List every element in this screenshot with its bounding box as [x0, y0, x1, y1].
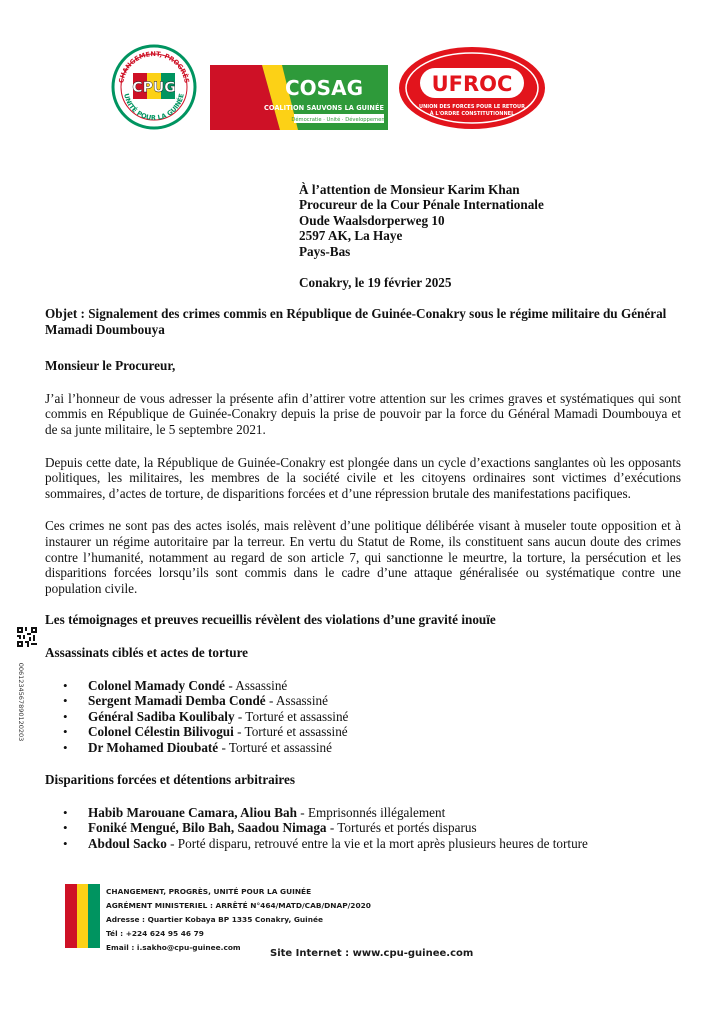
- svg-text:CPUG: CPUG: [132, 80, 176, 96]
- victim-name: Général Sadiba Koulibaly: [88, 708, 235, 724]
- victim-name: Abdoul Sacko: [88, 835, 167, 851]
- recipient-line: À l’attention de Monsieur Karim Khan: [299, 182, 520, 197]
- victim-name: Habib Marouane Camara, Aliou Bah: [88, 804, 297, 820]
- cpug-logo: [111, 44, 197, 130]
- victims-list: [45, 805, 681, 852]
- victim-detail: - Torturé et assassiné: [218, 739, 332, 755]
- svg-text:COSAG: COSAG: [285, 76, 363, 100]
- svg-text:UNITÉ POUR LA GUINÉE: UNITÉ POUR LA GUINÉE: [122, 92, 186, 123]
- list-item: [63, 724, 681, 740]
- section-heading: Assassinats ciblés et actes de torture: [45, 644, 249, 660]
- victim-detail: - Assassiné: [265, 693, 328, 708]
- letter-body: [45, 306, 681, 851]
- guinea-flag-icon: [65, 884, 100, 948]
- list-item: [63, 740, 681, 756]
- footer-email: Email : i.sakho@cpu-guinee.com: [106, 943, 241, 952]
- list-item: [63, 709, 681, 725]
- cosag-logo: [210, 65, 388, 130]
- victim-detail: - Assassiné: [225, 677, 288, 693]
- paragraph: Depuis cette date, la République de Guinée-Conakry est plongée dans un cycle d’exactions sanglantes où les opposants politiques, les militaires, les membres de la société civile et les citoyens ordinaires sont victimes d’exécutions sommaires, d’actes de torture, de disparitions forcées et d’une répression brutale des manifestations pacifiques.: [45, 454, 681, 501]
- victim-detail: - Torturés et portés disparus: [326, 820, 477, 836]
- recipient-line: 2597 AK, La Haye: [299, 228, 403, 244]
- list-item: [63, 678, 681, 694]
- svg-text:Démocratie · Unité · Développe: Démocratie · Unité · Développement: [291, 117, 387, 123]
- recipient-line: Procureur de la Cour Pénale Internationale: [299, 197, 544, 213]
- svg-text:CHANGEMENT, PROGRÈS: CHANGEMENT, PROGRÈS: [117, 49, 191, 84]
- svg-text:COALITION SAUVONS LA GUINÉE: COALITION SAUVONS LA GUINÉE: [264, 104, 384, 112]
- letter-date: Conakry, le 19 février 2025: [299, 275, 452, 290]
- list-item: [63, 836, 681, 852]
- victim-name: Sergent Mamadi Demba Condé: [88, 693, 266, 708]
- salutation: Monsieur le Procureur,: [45, 358, 176, 374]
- recipient-line: Oude Waalsdorperweg 10: [299, 212, 445, 228]
- section-heading: Disparitions forcées et détentions arbitraires: [45, 772, 296, 787]
- footer-website: Site Internet : www.cpu-guinee.com: [270, 948, 474, 959]
- footer-org: CHANGEMENT, PROGRÈS, UNITÉ POUR LA GUINÉE: [106, 887, 312, 896]
- footer-phone: Tél : +224 624 95 46 79: [106, 929, 204, 938]
- qr-code-icon: [17, 627, 37, 647]
- list-item: [63, 820, 681, 836]
- list-item: [63, 805, 681, 821]
- svg-text:UNION DES FORCES POUR LE RETOU: UNION DES FORCES POUR LE RETOUR: [419, 104, 525, 110]
- victims-list: [45, 678, 681, 756]
- list-item: [63, 693, 681, 709]
- evidence-heading: Les témoignages et preuves recueillis révèlent des violations d’une gravité inouïe: [45, 612, 496, 628]
- victim-name: Foniké Mengué, Bilo Bah, Saadou Nimaga: [88, 820, 327, 836]
- recipient-address: [299, 182, 544, 259]
- victim-detail: - Torturé et assassiné: [234, 708, 349, 724]
- document-serial: [14, 652, 27, 752]
- footer-address: Adresse : Quartier Kobaya BP 1335 Conakry, Guinée: [106, 915, 324, 924]
- paragraph: Ces crimes ne sont pas des actes isolés, mais relèvent d’une politique délibérée visant à museler toute opposition et à instaurer un régime autoritaire par la terreur. En vertu du Statut de Rome, ils constituent sans aucun doute des crimes contre l’humanité, notamment au regard de son article 7, qui sanctionne le meurtre, la torture, la persécution et les disparitions forcées lorsqu’ils sont commis dans le cadre d’une attaque généralisée ou systématique contre une population civile.: [45, 518, 681, 596]
- svg-text:UFROC: UFROC: [431, 72, 513, 96]
- footer-info: [106, 885, 371, 955]
- recipient-line: Pays-Bas: [299, 243, 351, 259]
- victim-name: Dr Mohamed Dioubaté: [88, 739, 219, 755]
- victim-detail: - Emprisonnés illégalement: [296, 804, 446, 820]
- victim-detail: - Torturé et assassiné: [233, 724, 348, 739]
- svg-text:À L'ORDRE CONSTITUTIONNEL: À L'ORDRE CONSTITUTIONNEL: [429, 111, 515, 117]
- serial-number: 0061234567890120203: [16, 662, 25, 742]
- letter-subject: Objet : Signalement des crimes commis en République de Guinée-Conakry sous le régime militaire du Général Mamadi Doumbouya: [45, 306, 667, 337]
- paragraph: J’ai l’honneur de vous adresser la présente afin d’attirer votre attention sur les crimes graves et systématiques qui sont commis en République de Guinée-Conakry depuis la prise de pouvoir par la force du Général Mamadi Doumbouya et de sa junte militaire, le 5 septembre 2021.: [45, 390, 681, 437]
- victim-name: Colonel Célestin Bilivogui: [88, 724, 234, 739]
- victim-detail: - Porté disparu, retrouvé entre la vie et la mort après plusieurs heures de torture: [166, 835, 588, 851]
- victim-name: Colonel Mamady Condé: [88, 677, 226, 693]
- ufroc-logo: [398, 46, 546, 130]
- footer-agrement: AGRÉMENT MINISTERIEL : ARRÊTÉ N°464/MATD/CAB/DNAP/2020: [106, 901, 371, 910]
